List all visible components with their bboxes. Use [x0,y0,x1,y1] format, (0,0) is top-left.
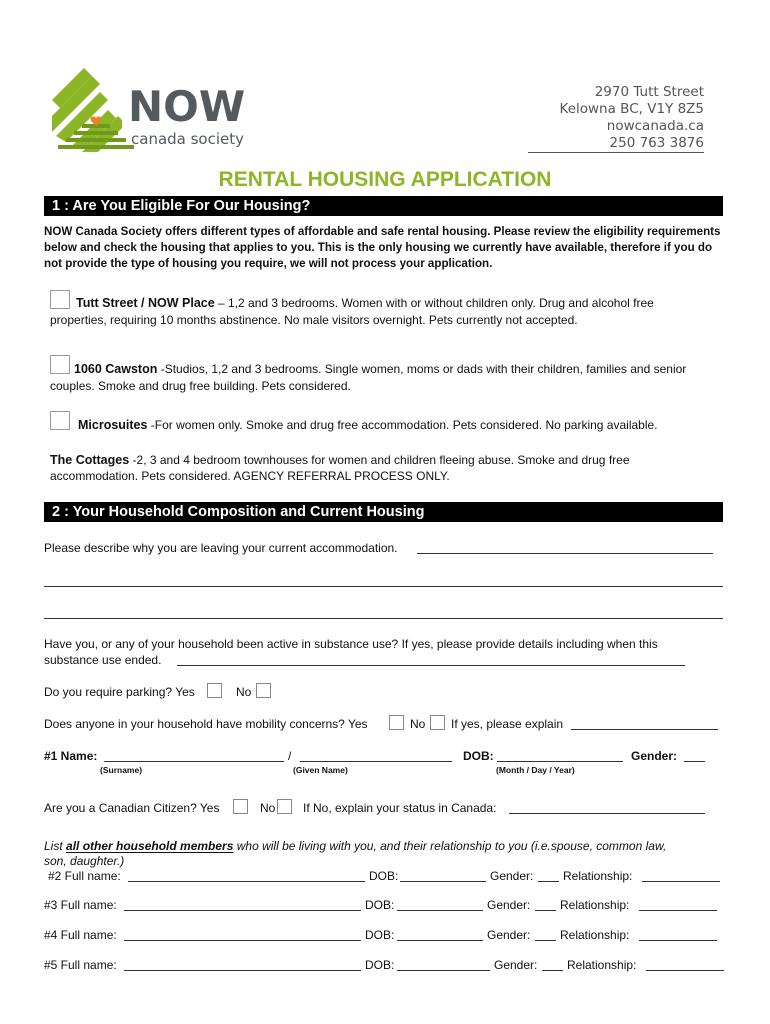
option-desc: -Studios, 1,2 and 3 bedrooms. Single women, moms or dads with their children, families and senior [157,362,687,376]
option-tutt-street [76,295,736,311]
leaving-question: Please describe why you are leaving your current accommodation. [44,541,398,555]
member-4-dob-label: DOB: [365,928,395,942]
member-4-gender-label: Gender: [487,928,531,942]
member-4-rel-line[interactable] [639,940,717,941]
mobility-no-label: No [410,717,426,731]
citizen-question: Are you a Canadian Citizen? Yes [44,801,220,815]
member-5-dob-label: DOB: [365,958,395,972]
gender1-label-text: Gender [631,749,674,763]
option-name: Microsuites [78,418,148,432]
name-separator: / [288,749,292,763]
dob-hint: (Month / Day / Year) [496,765,575,775]
member-2-dob-line[interactable] [400,881,486,882]
option-desc-cont: accommodation. Pets considered. AGENCY REFERRAL PROCESS ONLY. [50,469,450,483]
mobility-explain-label: If yes, please explain [451,717,564,731]
page-title: RENTAL HOUSING APPLICATION [218,168,552,191]
member-5-dob-line[interactable] [397,970,490,971]
mobility-no-checkbox[interactable] [430,715,445,730]
section-2-heading: 2 : Your Household Composition and Current Housing [44,502,723,522]
member-5-name-line[interactable] [124,970,361,971]
member-2-label: #2 Full name: [48,869,121,883]
member-3-label: #3 Full name: [44,898,117,912]
citizen-explain-line[interactable] [509,813,705,814]
option-desc-cont: properties, requiring 10 months abstinence. No male visitors overnight. Pets currently not accepted. [50,313,578,327]
member-2-gender-line[interactable] [538,881,559,882]
address-divider [528,152,704,153]
dob1-label-text: DOB [463,749,490,763]
option-desc: -For women only. Smoke and drug free accommodation. Pets considered. No parking available. [147,418,658,432]
member-3-rel-label: Relationship: [560,898,630,912]
member-5-rel-label: Relationship: [567,958,637,972]
dob1-line[interactable] [497,761,623,762]
address-website[interactable]: nowcanada.ca [606,118,704,134]
mobility-yes-checkbox[interactable] [389,715,404,730]
members-instruction-rest: who will be living with you, and their relationship to you (i.e.spouse, common law, [233,839,667,853]
member-4-gender-line[interactable] [535,940,556,941]
parking-question: Do you require parking? Yes [44,685,195,699]
member-3-name-line[interactable] [124,910,361,911]
option-name: Tutt Street / NOW Place [76,296,215,310]
checkbox-tutt-street[interactable] [50,290,70,309]
checkbox-microsuites[interactable] [50,411,70,430]
mobility-explain-line[interactable] [571,729,718,730]
option-name: 1060 Cawston [74,362,158,376]
given-name-line[interactable] [300,761,452,762]
member-4-rel-label: Relationship: [560,928,630,942]
address-street: 2970 Tutt Street [594,84,704,100]
name1-label-text: #1 Name [44,749,94,763]
brand-name: NOW [128,82,246,131]
members-instruction-prefix: List [44,839,67,853]
members-instruction-cont: son, daughter.) [44,854,125,868]
leaving-answer-line-3[interactable] [44,618,723,619]
member-4-label: #4 Full name: [44,928,117,942]
member-2-gender-label: Gender: [490,869,534,883]
option-desc: -2, 3 and 4 bedroom townhouses for women and children fleeing abuse. Smoke and drug free [129,453,630,467]
mobility-question: Does anyone in your household have mobility concerns? Yes [44,717,368,731]
member-2-rel-label: Relationship: [563,869,633,883]
member-3-dob-label: DOB: [365,898,395,912]
parking-no-label: No [236,685,252,699]
substance-question-cont: substance use ended. [44,653,162,667]
leaving-answer-line[interactable] [417,553,713,554]
member-4-dob-line[interactable] [397,940,483,941]
given-name-hint: (Given Name) [293,765,348,775]
brand-subtitle: canada society [131,130,245,148]
address-block [560,84,704,152]
option-desc-cont: couples. Smoke and drug free building. Pets considered. [50,379,351,393]
option-cottages [50,452,730,468]
gender1-label: Gender: [631,749,678,763]
surname-line[interactable] [104,761,284,762]
member-2-rel-line[interactable] [642,881,720,882]
member-3-rel-line[interactable] [639,910,717,911]
member-3-gender-line[interactable] [535,910,556,911]
member-4-name-line[interactable] [124,940,361,941]
parking-yes-checkbox[interactable] [207,683,222,698]
citizen-no-label: No [260,801,276,815]
member-5-rel-line[interactable] [646,970,724,971]
members-instruction [44,838,724,854]
member-5-gender-label: Gender: [494,958,538,972]
section-1-intro: NOW Canada Society offers different types of affordable and safe rental housing. Please review the eligibility requirements below and check the housing that applies to you. This is the only housing we currently have available, therefore if you do not provide the type of housing you require, we will not process your application. [44,225,721,270]
option-cawston [74,361,754,377]
section-1-heading: 1 : Are You Eligible For Our Housing? [44,196,723,216]
gender1-line[interactable] [684,761,705,762]
leaving-answer-line-2[interactable] [44,586,723,587]
citizen-no-checkbox[interactable] [277,799,292,814]
member-5-gender-line[interactable] [542,970,563,971]
address-phone: 250 763 3876 [609,135,704,151]
option-name: The Cottages [50,453,130,467]
substance-answer-line[interactable] [177,665,685,666]
member-5-label: #5 Full name: [44,958,117,972]
substance-question: Have you, or any of your household been active in substance use? If yes, please provide details including when this [44,637,658,651]
member-3-dob-line[interactable] [397,910,483,911]
member-2-name-line[interactable] [128,881,365,882]
surname-hint: (Surname) [100,765,143,775]
parking-no-checkbox[interactable] [256,683,271,698]
checkbox-cawston[interactable] [50,355,70,374]
members-instruction-emphasis: all other household members [66,839,234,853]
citizen-explain-label: If No, explain your status in Canada: [303,801,497,815]
name1-label: #1 Name: [44,749,98,763]
dob1-label: DOB: [463,749,494,763]
address-city: Kelowna BC, V1Y 8Z5 [559,101,704,117]
member-3-gender-label: Gender: [487,898,531,912]
citizen-yes-checkbox[interactable] [233,799,248,814]
member-2-dob-label: DOB: [369,869,399,883]
option-microsuites [78,417,738,433]
option-desc: – 1,2 and 3 bedrooms. Women with or without children only. Drug and alcohol free [214,296,654,310]
